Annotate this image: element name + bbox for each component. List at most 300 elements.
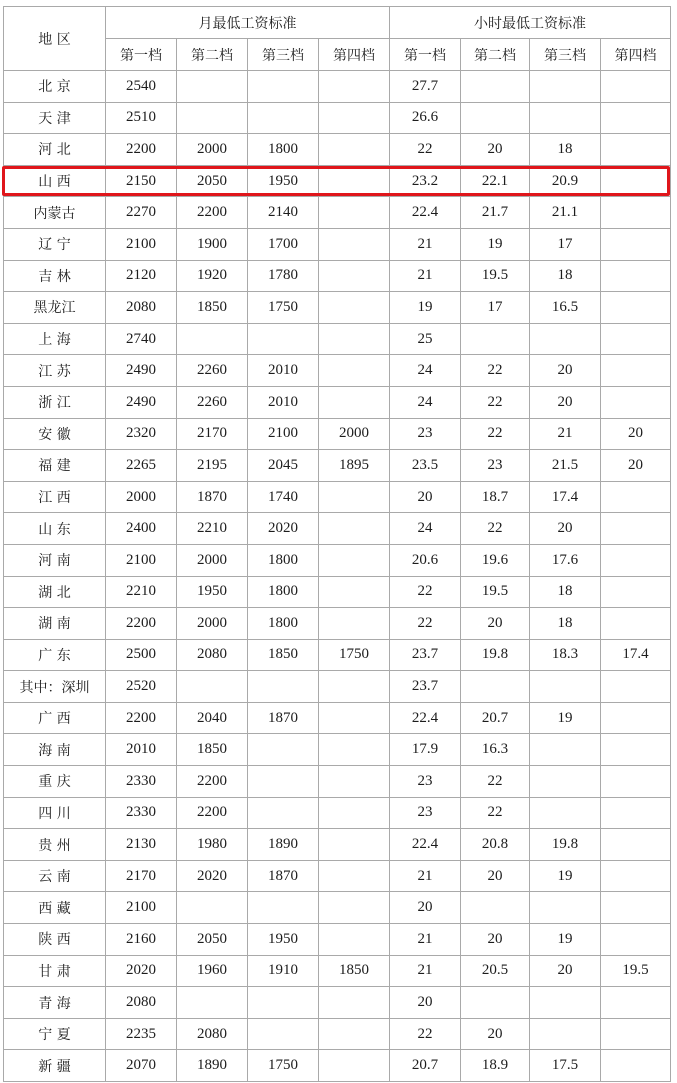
hourly-tier-1-cell: 24 bbox=[390, 355, 461, 387]
monthly-tier-4-cell bbox=[319, 228, 390, 260]
hourly-tier-2-cell: 19 bbox=[461, 228, 530, 260]
monthly-tier-4-cell bbox=[319, 513, 390, 545]
region-cell: 江 苏 bbox=[4, 355, 106, 387]
hourly-tier-1-cell: 22 bbox=[390, 134, 461, 166]
region-cell: 陕 西 bbox=[4, 924, 106, 956]
table-row bbox=[4, 481, 671, 513]
hourly-tier-2-cell: 22 bbox=[461, 386, 530, 418]
monthly-tier-4-cell bbox=[319, 766, 390, 798]
hourly-tier-4-cell bbox=[601, 766, 671, 798]
table-row bbox=[4, 860, 671, 892]
monthly-tier-4-cell bbox=[319, 323, 390, 355]
hourly-tier-4-cell bbox=[601, 1050, 671, 1082]
region-cell: 浙 江 bbox=[4, 386, 106, 418]
monthly-tier-1-cell: 2100 bbox=[106, 228, 177, 260]
hourly-tier-1-cell: 23.7 bbox=[390, 639, 461, 671]
hourly-tier-4-cell bbox=[601, 608, 671, 640]
hourly-tier-4-cell bbox=[601, 576, 671, 608]
hourly-tier-3-cell: 20 bbox=[530, 955, 601, 987]
hourly-tier-4-cell: 20 bbox=[601, 450, 671, 482]
monthly-tier-4-cell bbox=[319, 1018, 390, 1050]
monthly-tier-3-cell: 1850 bbox=[248, 639, 319, 671]
monthly-tier-2-cell: 2080 bbox=[177, 1018, 248, 1050]
monthly-tier-1-cell: 2160 bbox=[106, 924, 177, 956]
monthly-tier-4-cell: 2000 bbox=[319, 418, 390, 450]
hourly-tier-4-cell bbox=[601, 197, 671, 229]
table-row bbox=[4, 323, 671, 355]
hourly-tier-3-cell: 18 bbox=[530, 576, 601, 608]
monthly-tier-1-cell: 2490 bbox=[106, 386, 177, 418]
region-cell: 辽 宁 bbox=[4, 228, 106, 260]
table-row bbox=[4, 576, 671, 608]
monthly-tier-4-cell: 1850 bbox=[319, 955, 390, 987]
monthly-tier-1-cell: 2520 bbox=[106, 671, 177, 703]
hourly-tier-3-cell: 18 bbox=[530, 134, 601, 166]
monthly-tier-1-cell: 2100 bbox=[106, 892, 177, 924]
hourly-tier-4-cell: 17.4 bbox=[601, 639, 671, 671]
hourly-tier-3-cell bbox=[530, 671, 601, 703]
monthly-tier-1-cell: 2120 bbox=[106, 260, 177, 292]
region-column-header: 地 区 bbox=[4, 7, 106, 71]
monthly-tier-2-cell: 2200 bbox=[177, 797, 248, 829]
hourly-tier-3-cell: 20.9 bbox=[530, 165, 601, 197]
hourly-tier-3-cell bbox=[530, 766, 601, 798]
hourly-tier-2-cell: 23 bbox=[461, 450, 530, 482]
monthly-tier-4-cell bbox=[319, 355, 390, 387]
hourly-wage-header: 小时最低工资标准 bbox=[390, 7, 671, 39]
monthly-tier-2-cell: 2040 bbox=[177, 702, 248, 734]
monthly-tier-4-cell bbox=[319, 608, 390, 640]
hourly-tier-4-cell bbox=[601, 671, 671, 703]
monthly-tier-2-cell: 2050 bbox=[177, 924, 248, 956]
monthly-tier-3-cell bbox=[248, 987, 319, 1019]
hourly-tier-3-cell: 19.8 bbox=[530, 829, 601, 861]
hourly-tier-1-header: 第一档 bbox=[390, 39, 461, 71]
hourly-tier-2-cell: 20 bbox=[461, 1018, 530, 1050]
monthly-tier-3-cell: 1800 bbox=[248, 608, 319, 640]
monthly-tier-2-cell bbox=[177, 102, 248, 134]
hourly-tier-2-cell: 22 bbox=[461, 797, 530, 829]
monthly-tier-1-cell: 2080 bbox=[106, 987, 177, 1019]
hourly-tier-3-cell: 20 bbox=[530, 355, 601, 387]
hourly-tier-2-cell: 20.8 bbox=[461, 829, 530, 861]
monthly-tier-3-cell: 1700 bbox=[248, 228, 319, 260]
table-row bbox=[4, 797, 671, 829]
hourly-tier-3-cell bbox=[530, 323, 601, 355]
hourly-tier-4-cell bbox=[601, 323, 671, 355]
monthly-tier-3-cell bbox=[248, 323, 319, 355]
region-cell: 其中：深圳 bbox=[4, 671, 106, 703]
hourly-tier-1-cell: 21 bbox=[390, 260, 461, 292]
monthly-tier-3-cell: 1740 bbox=[248, 481, 319, 513]
region-cell: 福 建 bbox=[4, 450, 106, 482]
hourly-tier-1-cell: 22.4 bbox=[390, 197, 461, 229]
monthly-tier-3-cell: 2010 bbox=[248, 386, 319, 418]
hourly-tier-3-cell bbox=[530, 71, 601, 103]
monthly-tier-3-cell: 1800 bbox=[248, 134, 319, 166]
monthly-tier-3-cell: 1800 bbox=[248, 576, 319, 608]
monthly-tier-4-cell bbox=[319, 829, 390, 861]
hourly-tier-4-cell bbox=[601, 829, 671, 861]
table-row bbox=[4, 513, 671, 545]
monthly-wage-header: 月最低工资标准 bbox=[106, 7, 390, 39]
hourly-tier-2-cell: 18.9 bbox=[461, 1050, 530, 1082]
table-row bbox=[4, 734, 671, 766]
region-cell: 河 南 bbox=[4, 544, 106, 576]
region-cell: 重 庆 bbox=[4, 766, 106, 798]
monthly-tier-1-cell: 2265 bbox=[106, 450, 177, 482]
monthly-tier-1-cell: 2070 bbox=[106, 1050, 177, 1082]
monthly-tier-1-cell: 2510 bbox=[106, 102, 177, 134]
monthly-tier-2-cell bbox=[177, 987, 248, 1019]
monthly-tier-1-cell: 2500 bbox=[106, 639, 177, 671]
table-row bbox=[4, 671, 671, 703]
hourly-tier-3-cell: 16.5 bbox=[530, 292, 601, 324]
monthly-tier-1-cell: 2320 bbox=[106, 418, 177, 450]
hourly-tier-4-cell bbox=[601, 797, 671, 829]
hourly-tier-1-cell: 23.5 bbox=[390, 450, 461, 482]
hourly-tier-2-cell bbox=[461, 71, 530, 103]
monthly-tier-2-cell bbox=[177, 671, 248, 703]
monthly-tier-1-header: 第一档 bbox=[106, 39, 177, 71]
hourly-tier-2-cell: 20 bbox=[461, 608, 530, 640]
hourly-tier-4-cell bbox=[601, 134, 671, 166]
region-cell: 湖 南 bbox=[4, 608, 106, 640]
hourly-tier-1-cell: 22.4 bbox=[390, 702, 461, 734]
hourly-tier-3-cell: 21.1 bbox=[530, 197, 601, 229]
region-cell: 青 海 bbox=[4, 987, 106, 1019]
hourly-tier-4-cell bbox=[601, 481, 671, 513]
table-row bbox=[4, 134, 671, 166]
monthly-tier-1-cell: 2270 bbox=[106, 197, 177, 229]
hourly-tier-4-cell bbox=[601, 260, 671, 292]
monthly-tier-4-cell bbox=[319, 544, 390, 576]
monthly-tier-1-cell: 2100 bbox=[106, 544, 177, 576]
hourly-tier-1-cell: 17.9 bbox=[390, 734, 461, 766]
monthly-tier-1-cell: 2740 bbox=[106, 323, 177, 355]
hourly-tier-3-cell: 20 bbox=[530, 386, 601, 418]
monthly-tier-2-cell: 2000 bbox=[177, 544, 248, 576]
hourly-tier-4-cell bbox=[601, 702, 671, 734]
hourly-tier-4-cell bbox=[601, 386, 671, 418]
hourly-tier-2-cell: 21.7 bbox=[461, 197, 530, 229]
monthly-tier-2-cell: 1950 bbox=[177, 576, 248, 608]
monthly-tier-3-cell: 1890 bbox=[248, 829, 319, 861]
hourly-tier-2-cell: 22 bbox=[461, 513, 530, 545]
table-row bbox=[4, 1050, 671, 1082]
region-cell: 内蒙古 bbox=[4, 197, 106, 229]
monthly-tier-3-cell: 2020 bbox=[248, 513, 319, 545]
region-cell: 上 海 bbox=[4, 323, 106, 355]
hourly-tier-4-cell bbox=[601, 165, 671, 197]
monthly-tier-2-cell: 2195 bbox=[177, 450, 248, 482]
monthly-tier-2-cell: 2000 bbox=[177, 134, 248, 166]
hourly-tier-4-cell bbox=[601, 734, 671, 766]
hourly-tier-4-cell bbox=[601, 71, 671, 103]
table-row bbox=[4, 165, 671, 197]
hourly-tier-4-cell bbox=[601, 228, 671, 260]
monthly-tier-3-cell: 1870 bbox=[248, 702, 319, 734]
hourly-tier-1-cell: 22 bbox=[390, 576, 461, 608]
hourly-tier-2-cell: 19.5 bbox=[461, 576, 530, 608]
table-row bbox=[4, 639, 671, 671]
monthly-tier-4-cell bbox=[319, 481, 390, 513]
monthly-tier-3-cell bbox=[248, 102, 319, 134]
monthly-tier-3-cell: 1800 bbox=[248, 544, 319, 576]
hourly-tier-1-cell: 20 bbox=[390, 481, 461, 513]
minimum-wage-table bbox=[3, 6, 671, 1082]
hourly-tier-3-cell: 17.4 bbox=[530, 481, 601, 513]
hourly-tier-2-cell: 20 bbox=[461, 924, 530, 956]
monthly-tier-3-cell: 1950 bbox=[248, 924, 319, 956]
hourly-tier-4-cell bbox=[601, 924, 671, 956]
monthly-tier-3-cell: 1870 bbox=[248, 860, 319, 892]
hourly-tier-3-cell: 20 bbox=[530, 513, 601, 545]
monthly-tier-1-cell: 2200 bbox=[106, 608, 177, 640]
monthly-tier-4-cell bbox=[319, 671, 390, 703]
hourly-tier-2-cell: 22 bbox=[461, 766, 530, 798]
hourly-tier-1-cell: 22.4 bbox=[390, 829, 461, 861]
monthly-tier-4-cell bbox=[319, 102, 390, 134]
hourly-tier-3-cell: 21.5 bbox=[530, 450, 601, 482]
table-row bbox=[4, 197, 671, 229]
monthly-tier-1-cell: 2490 bbox=[106, 355, 177, 387]
monthly-tier-3-cell: 2100 bbox=[248, 418, 319, 450]
hourly-tier-2-cell: 16.3 bbox=[461, 734, 530, 766]
hourly-tier-3-cell: 17.5 bbox=[530, 1050, 601, 1082]
hourly-tier-4-header: 第四档 bbox=[601, 39, 671, 71]
table-row bbox=[4, 544, 671, 576]
monthly-tier-4-cell bbox=[319, 1050, 390, 1082]
monthly-tier-1-cell: 2235 bbox=[106, 1018, 177, 1050]
hourly-tier-3-cell: 19 bbox=[530, 924, 601, 956]
table-row bbox=[4, 829, 671, 861]
region-cell: 贵 州 bbox=[4, 829, 106, 861]
hourly-tier-3-cell: 19 bbox=[530, 860, 601, 892]
region-cell: 黑龙江 bbox=[4, 292, 106, 324]
hourly-tier-2-cell: 20.7 bbox=[461, 702, 530, 734]
table-row bbox=[4, 766, 671, 798]
monthly-tier-3-cell: 1780 bbox=[248, 260, 319, 292]
monthly-tier-4-cell bbox=[319, 702, 390, 734]
hourly-tier-4-cell bbox=[601, 860, 671, 892]
monthly-tier-1-cell: 2400 bbox=[106, 513, 177, 545]
monthly-tier-2-cell: 1920 bbox=[177, 260, 248, 292]
monthly-tier-4-cell bbox=[319, 576, 390, 608]
monthly-tier-2-cell: 2000 bbox=[177, 608, 248, 640]
monthly-tier-1-cell: 2000 bbox=[106, 481, 177, 513]
monthly-tier-2-cell: 2200 bbox=[177, 197, 248, 229]
region-cell: 吉 林 bbox=[4, 260, 106, 292]
monthly-tier-4-cell bbox=[319, 734, 390, 766]
monthly-tier-2-cell: 2080 bbox=[177, 639, 248, 671]
hourly-tier-1-cell: 23 bbox=[390, 766, 461, 798]
region-cell: 天 津 bbox=[4, 102, 106, 134]
region-cell: 海 南 bbox=[4, 734, 106, 766]
hourly-tier-2-cell bbox=[461, 987, 530, 1019]
hourly-tier-1-cell: 24 bbox=[390, 513, 461, 545]
hourly-tier-1-cell: 19 bbox=[390, 292, 461, 324]
hourly-tier-4-cell bbox=[601, 355, 671, 387]
monthly-tier-3-cell: 2140 bbox=[248, 197, 319, 229]
monthly-tier-2-cell: 1900 bbox=[177, 228, 248, 260]
monthly-tier-4-cell bbox=[319, 924, 390, 956]
monthly-tier-1-cell: 2200 bbox=[106, 134, 177, 166]
monthly-tier-1-cell: 2020 bbox=[106, 955, 177, 987]
monthly-tier-2-cell: 1980 bbox=[177, 829, 248, 861]
monthly-tier-2-cell: 1960 bbox=[177, 955, 248, 987]
monthly-tier-4-cell bbox=[319, 892, 390, 924]
monthly-tier-3-cell: 1750 bbox=[248, 292, 319, 324]
monthly-tier-1-cell: 2010 bbox=[106, 734, 177, 766]
hourly-tier-1-cell: 25 bbox=[390, 323, 461, 355]
region-cell: 山 东 bbox=[4, 513, 106, 545]
monthly-tier-2-cell: 1870 bbox=[177, 481, 248, 513]
hourly-tier-2-cell: 19.6 bbox=[461, 544, 530, 576]
hourly-tier-1-cell: 22 bbox=[390, 608, 461, 640]
hourly-tier-1-cell: 26.6 bbox=[390, 102, 461, 134]
hourly-tier-1-cell: 23 bbox=[390, 418, 461, 450]
hourly-tier-1-cell: 20 bbox=[390, 892, 461, 924]
table-row bbox=[4, 71, 671, 103]
monthly-tier-3-cell: 1910 bbox=[248, 955, 319, 987]
monthly-tier-1-cell: 2210 bbox=[106, 576, 177, 608]
hourly-tier-3-cell bbox=[530, 102, 601, 134]
hourly-tier-4-cell bbox=[601, 292, 671, 324]
hourly-tier-1-cell: 23.7 bbox=[390, 671, 461, 703]
region-cell: 广 东 bbox=[4, 639, 106, 671]
region-cell: 宁 夏 bbox=[4, 1018, 106, 1050]
table-row bbox=[4, 355, 671, 387]
monthly-tier-4-cell: 1750 bbox=[319, 639, 390, 671]
table-row bbox=[4, 892, 671, 924]
hourly-tier-2-cell bbox=[461, 892, 530, 924]
monthly-tier-4-cell bbox=[319, 386, 390, 418]
monthly-tier-3-cell: 2010 bbox=[248, 355, 319, 387]
wage-table-body bbox=[4, 71, 671, 1082]
monthly-tier-2-cell: 1890 bbox=[177, 1050, 248, 1082]
monthly-tier-2-cell: 2260 bbox=[177, 355, 248, 387]
hourly-tier-4-cell bbox=[601, 513, 671, 545]
hourly-tier-3-cell bbox=[530, 1018, 601, 1050]
hourly-tier-4-cell: 20 bbox=[601, 418, 671, 450]
hourly-tier-2-cell: 22.1 bbox=[461, 165, 530, 197]
monthly-tier-3-cell: 2045 bbox=[248, 450, 319, 482]
table-row bbox=[4, 228, 671, 260]
hourly-tier-3-cell bbox=[530, 987, 601, 1019]
region-cell: 山 西 bbox=[4, 165, 106, 197]
hourly-tier-3-cell: 17 bbox=[530, 228, 601, 260]
hourly-tier-1-cell: 27.7 bbox=[390, 71, 461, 103]
hourly-tier-1-cell: 20 bbox=[390, 987, 461, 1019]
hourly-tier-1-cell: 22 bbox=[390, 1018, 461, 1050]
monthly-tier-3-cell bbox=[248, 797, 319, 829]
monthly-tier-2-cell: 2210 bbox=[177, 513, 248, 545]
hourly-tier-2-cell: 17 bbox=[461, 292, 530, 324]
monthly-tier-2-cell bbox=[177, 323, 248, 355]
monthly-tier-2-cell: 2050 bbox=[177, 165, 248, 197]
monthly-tier-4-cell: 1895 bbox=[319, 450, 390, 482]
monthly-tier-3-cell: 1950 bbox=[248, 165, 319, 197]
monthly-tier-1-cell: 2330 bbox=[106, 766, 177, 798]
hourly-tier-3-cell bbox=[530, 892, 601, 924]
hourly-tier-4-cell bbox=[601, 892, 671, 924]
hourly-tier-2-cell: 18.7 bbox=[461, 481, 530, 513]
table-row bbox=[4, 386, 671, 418]
hourly-tier-3-cell: 17.6 bbox=[530, 544, 601, 576]
table-row bbox=[4, 102, 671, 134]
region-cell: 北 京 bbox=[4, 71, 106, 103]
monthly-tier-4-header: 第四档 bbox=[319, 39, 390, 71]
monthly-tier-2-cell: 2200 bbox=[177, 766, 248, 798]
hourly-tier-3-cell: 21 bbox=[530, 418, 601, 450]
hourly-tier-1-cell: 21 bbox=[390, 955, 461, 987]
monthly-tier-4-cell bbox=[319, 71, 390, 103]
table-row bbox=[4, 450, 671, 482]
hourly-tier-4-cell bbox=[601, 1018, 671, 1050]
monthly-tier-2-cell: 1850 bbox=[177, 734, 248, 766]
hourly-tier-3-header: 第三档 bbox=[530, 39, 601, 71]
monthly-tier-1-cell: 2080 bbox=[106, 292, 177, 324]
region-cell: 广 西 bbox=[4, 702, 106, 734]
hourly-tier-2-header: 第二档 bbox=[461, 39, 530, 71]
monthly-tier-4-cell bbox=[319, 197, 390, 229]
table-row bbox=[4, 955, 671, 987]
monthly-tier-4-cell bbox=[319, 165, 390, 197]
hourly-tier-1-cell: 21 bbox=[390, 924, 461, 956]
table-row bbox=[4, 1018, 671, 1050]
hourly-tier-1-cell: 20.7 bbox=[390, 1050, 461, 1082]
monthly-tier-3-cell bbox=[248, 892, 319, 924]
region-cell: 江 西 bbox=[4, 481, 106, 513]
table-row bbox=[4, 260, 671, 292]
hourly-tier-4-cell bbox=[601, 102, 671, 134]
region-cell: 河 北 bbox=[4, 134, 106, 166]
wage-table-container bbox=[3, 6, 671, 1082]
hourly-tier-2-cell: 20 bbox=[461, 860, 530, 892]
hourly-tier-1-cell: 21 bbox=[390, 228, 461, 260]
monthly-tier-3-cell bbox=[248, 766, 319, 798]
monthly-tier-2-cell: 2260 bbox=[177, 386, 248, 418]
monthly-tier-1-cell: 2200 bbox=[106, 702, 177, 734]
monthly-tier-4-cell bbox=[319, 860, 390, 892]
monthly-tier-3-cell bbox=[248, 1018, 319, 1050]
monthly-tier-3-cell bbox=[248, 671, 319, 703]
hourly-tier-1-cell: 23.2 bbox=[390, 165, 461, 197]
region-cell: 西 藏 bbox=[4, 892, 106, 924]
hourly-tier-4-cell: 19.5 bbox=[601, 955, 671, 987]
hourly-tier-1-cell: 24 bbox=[390, 386, 461, 418]
hourly-tier-2-cell: 22 bbox=[461, 418, 530, 450]
hourly-tier-1-cell: 21 bbox=[390, 860, 461, 892]
hourly-tier-2-cell: 22 bbox=[461, 355, 530, 387]
monthly-tier-4-cell bbox=[319, 134, 390, 166]
region-cell: 湖 北 bbox=[4, 576, 106, 608]
table-row bbox=[4, 702, 671, 734]
monthly-tier-1-cell: 2330 bbox=[106, 797, 177, 829]
hourly-tier-4-cell bbox=[601, 987, 671, 1019]
region-cell: 云 南 bbox=[4, 860, 106, 892]
hourly-tier-2-cell: 19.5 bbox=[461, 260, 530, 292]
hourly-tier-2-cell bbox=[461, 323, 530, 355]
hourly-tier-2-cell bbox=[461, 671, 530, 703]
monthly-tier-1-cell: 2170 bbox=[106, 860, 177, 892]
region-cell: 四 川 bbox=[4, 797, 106, 829]
hourly-tier-3-cell bbox=[530, 734, 601, 766]
monthly-tier-3-header: 第三档 bbox=[248, 39, 319, 71]
hourly-tier-2-cell bbox=[461, 102, 530, 134]
monthly-tier-2-cell: 2020 bbox=[177, 860, 248, 892]
